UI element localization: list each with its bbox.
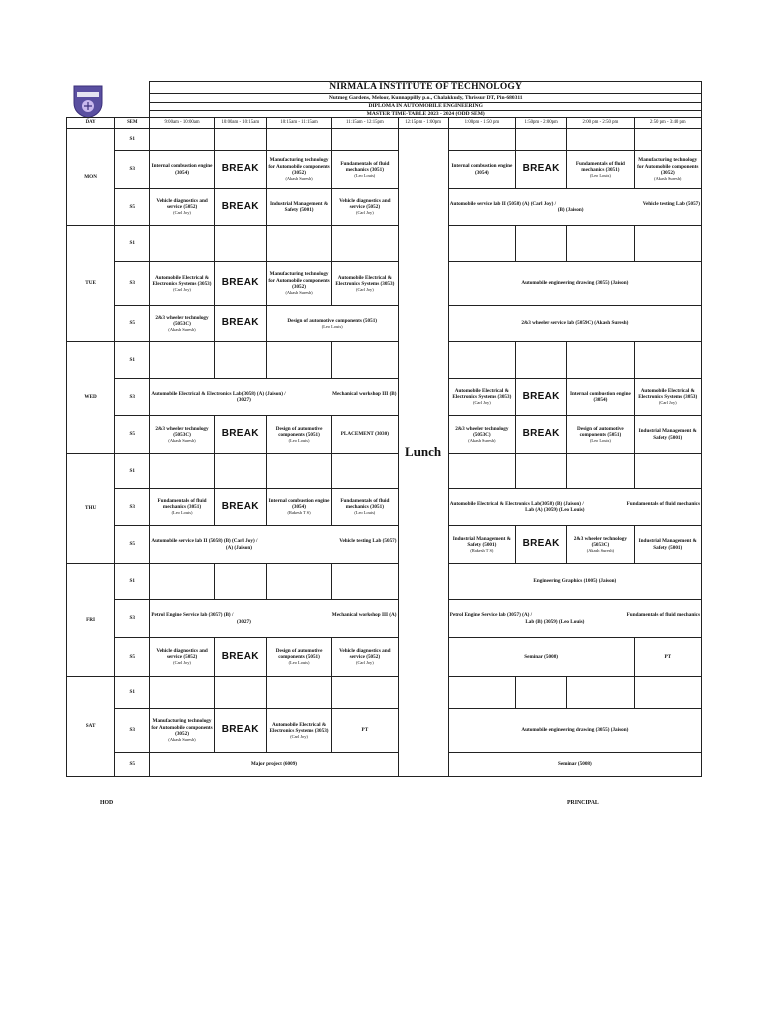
class-cell: PT	[332, 709, 398, 753]
lab-cell: Automobile Electrical & Electronics Lab(3058) (B) (Jaison) / Fundamentals of fluid mechanics Lab (A) (3059) (Leo Louis)	[448, 489, 701, 526]
class-cell: Industrial Management & Safety (5001)	[634, 526, 701, 564]
class-cell: Automobile Electrical & Electronics Systems (3053) (Carl Joy)	[634, 379, 701, 416]
sem-label: S5	[115, 753, 150, 777]
class-cell: Design of automotive components (5051) (Leo Louis)	[266, 416, 331, 454]
col-period-1: 9:00am - 10:00am	[150, 118, 214, 129]
break-cell: BREAK	[214, 306, 266, 342]
class-cell: Seminar (5008)	[448, 753, 701, 777]
class-cell: Manufacturing technology for Automobile components (3052) (Akash Suresh)	[634, 151, 701, 189]
class-cell: Industrial Management & Safety (5001) (Rakesh T S)	[448, 526, 515, 564]
sem-label: S3	[115, 151, 150, 189]
sem-label: S3	[115, 600, 150, 638]
col-period-8: 2:00 pm - 2:50 pm	[567, 118, 634, 129]
sem-label: S1	[115, 342, 150, 379]
break-cell: BREAK	[214, 151, 266, 189]
break-cell: BREAK	[516, 526, 567, 564]
sem-label: S3	[115, 489, 150, 526]
class-cell: Engineering Graphics (1005) (Jaison)	[448, 564, 701, 600]
class-cell: Automobile engineering drawing (3055) (Jaison)	[448, 709, 701, 753]
class-cell: 2&3 wheeler technology (5053C) (Akash Suresh)	[150, 416, 214, 454]
sem-label: S5	[115, 189, 150, 226]
class-cell: Seminar (5008)	[448, 638, 634, 677]
class-cell: Automobile Electrical & Electronics Systems (3053) (Carl Joy)	[266, 709, 331, 753]
break-cell: BREAK	[214, 638, 266, 677]
col-period-3: 10:15am - 11:15am	[266, 118, 331, 129]
class-cell: Internal combustion engine (3054)	[448, 151, 515, 189]
break-cell: BREAK	[214, 489, 266, 526]
sem-label: S5	[115, 526, 150, 564]
class-cell: Fundamentals of fluid mechanics (3051) (Leo Louis)	[567, 151, 634, 189]
sem-label: S1	[115, 564, 150, 600]
sem-label: S5	[115, 306, 150, 342]
col-day: DAY	[67, 118, 115, 129]
class-cell: PLACEMENT (3030)	[332, 416, 398, 454]
class-cell: Vehicle diagnostics and service (5052) (Carl Joy)	[150, 638, 214, 677]
class-cell: Internal combustion engine (3054)	[150, 151, 214, 189]
day-tue: TUE	[67, 226, 115, 342]
day-thu: THU	[67, 454, 115, 564]
lab-cell: Automobile service lab II (5058) (A) (Carl Joy) / Vehicle testing Lab (5057) (B) (Jaison)	[448, 189, 701, 226]
logo-cell	[67, 82, 150, 118]
lab-cell: Petrol Engine Service lab (3057) (A) / Fundamentals of fluid mechanics Lab (B) (3059) (Leo Louis)	[448, 600, 701, 638]
class-cell: Automobile Electrical & Electronics Systems (3053) (Carl Joy)	[150, 262, 214, 306]
class-cell: Design of automotive components (5051) (Leo Louis)	[567, 416, 634, 454]
class-cell: Fundamentals of fluid mechanics (3051) (Leo Louis)	[332, 489, 398, 526]
class-cell: Design of automotive components (5051) (Leo Louis)	[266, 306, 398, 342]
institute-address: Nutmeg Gardens, Meloor, Kunnappilly p.o., Chalakkudy, Thrissur DT, Pin-680311	[150, 94, 702, 103]
col-sem: SEM	[115, 118, 150, 129]
class-cell: Fundamentals of fluid mechanics (3051) (Leo Louis)	[150, 489, 214, 526]
class-cell: Vehicle diagnostics and service (5052) (Carl Joy)	[332, 638, 398, 677]
sem-label: S1	[115, 226, 150, 262]
sem-label: S3	[115, 709, 150, 753]
col-period-9: 2:50 pm - 3:40 pm	[634, 118, 701, 129]
sem-label: S1	[115, 129, 150, 151]
col-period-2: 10:00am - 10:15am	[214, 118, 266, 129]
day-wed: WED	[67, 342, 115, 454]
day-sat: SAT	[67, 677, 115, 777]
lab-cell: Petrol Engine Service lab (3057) (B) / Mechanical workshop III (A) (3027)	[150, 600, 398, 638]
lab-cell: Automobile service lab II (5058) (B) (Carl Joy) / Vehicle testing Lab (5057) (A) (Jaison)	[150, 526, 398, 564]
department-title: DIPLOMA IN AUTOMOBILE ENGINEERING	[150, 103, 702, 111]
col-period-6: 1:00pm - 1:50 pm	[448, 118, 515, 129]
class-cell: Manufacturing technology for Automobile components (3052) (Akash Suresh)	[266, 262, 331, 306]
timetable-subtitle: MASTER TIME-TABLE 2023 - 2024 (ODD SEM)	[150, 110, 702, 118]
break-cell: BREAK	[214, 709, 266, 753]
institute-name: NIRMALA INSTITUTE OF TECHNOLOGY	[150, 82, 702, 94]
day-mon: MON	[67, 129, 115, 226]
sem-label: S1	[115, 454, 150, 489]
break-cell: BREAK	[214, 189, 266, 226]
class-cell: Manufacturing technology for Automobile components (3052) (Akash Suresh)	[266, 151, 331, 189]
class-cell: Internal combustion engine (3054)	[567, 379, 634, 416]
col-period-4: 11:15am - 12:15pm	[332, 118, 398, 129]
class-cell: Industrial Management & Safety (5001)	[634, 416, 701, 454]
break-cell: BREAK	[214, 416, 266, 454]
sem-label: S3	[115, 379, 150, 416]
class-cell: 2&3 wheeler technology (5053C) (Akash Suresh)	[150, 306, 214, 342]
sem-label: S5	[115, 638, 150, 677]
class-cell: Major project (6009)	[150, 753, 398, 777]
class-cell: Vehicle diagnostics and service (5052) (Carl Joy)	[332, 189, 398, 226]
sem-label: S3	[115, 262, 150, 306]
class-cell: Automobile Electrical & Electronics Systems (3053) (Carl Joy)	[332, 262, 398, 306]
class-cell: Automobile engineering drawing (3055) (Jaison)	[448, 262, 701, 306]
class-cell: Fundamentals of fluid mechanics (3051) (Leo Louis)	[332, 151, 398, 189]
class-cell: Vehicle diagnostics and service (5052) (Carl Joy)	[150, 189, 214, 226]
sem-label: S1	[115, 677, 150, 709]
class-cell: 2&3 wheeler technology (5053C) (Akash Suresh)	[567, 526, 634, 564]
class-cell: Automobile Electrical & Electronics Systems (3053) (Carl Joy)	[448, 379, 515, 416]
class-cell: Design of automotive components (5051) (Leo Louis)	[266, 638, 331, 677]
class-cell: Internal combustion engine (3054) (Rakesh T S)	[266, 489, 331, 526]
class-cell: Industrial Management & Safety (5001)	[266, 189, 331, 226]
col-period-7: 1:50pm - 2:00pm	[516, 118, 567, 129]
break-cell: BREAK	[214, 262, 266, 306]
break-cell: BREAK	[516, 151, 567, 189]
sem-label: S5	[115, 416, 150, 454]
class-cell: 2&3 wheeler service lab (5059C) (Akash Suresh)	[448, 306, 701, 342]
col-period-5: 12:15pm - 1:00pm	[398, 118, 448, 129]
class-cell: Manufacturing technology for Automobile components (3052) (Akash Suresh)	[150, 709, 214, 753]
lunch-cell: Lunch	[398, 129, 448, 777]
hod-signature-label: HOD	[100, 800, 114, 806]
day-fri: FRI	[67, 564, 115, 677]
break-cell: BREAK	[516, 416, 567, 454]
class-cell: 2&3 wheeler technology (5053C) (Akash Suresh)	[448, 416, 515, 454]
class-cell: PT	[634, 638, 701, 677]
break-cell: BREAK	[516, 379, 567, 416]
principal-signature-label: PRINCIPAL	[567, 800, 599, 806]
timetable	[66, 81, 702, 777]
lab-cell: Automobile Electrical & Electronics Lab(3058) (A) (Jaison) / Mechanical workshop III (B) (3027)	[150, 379, 398, 416]
